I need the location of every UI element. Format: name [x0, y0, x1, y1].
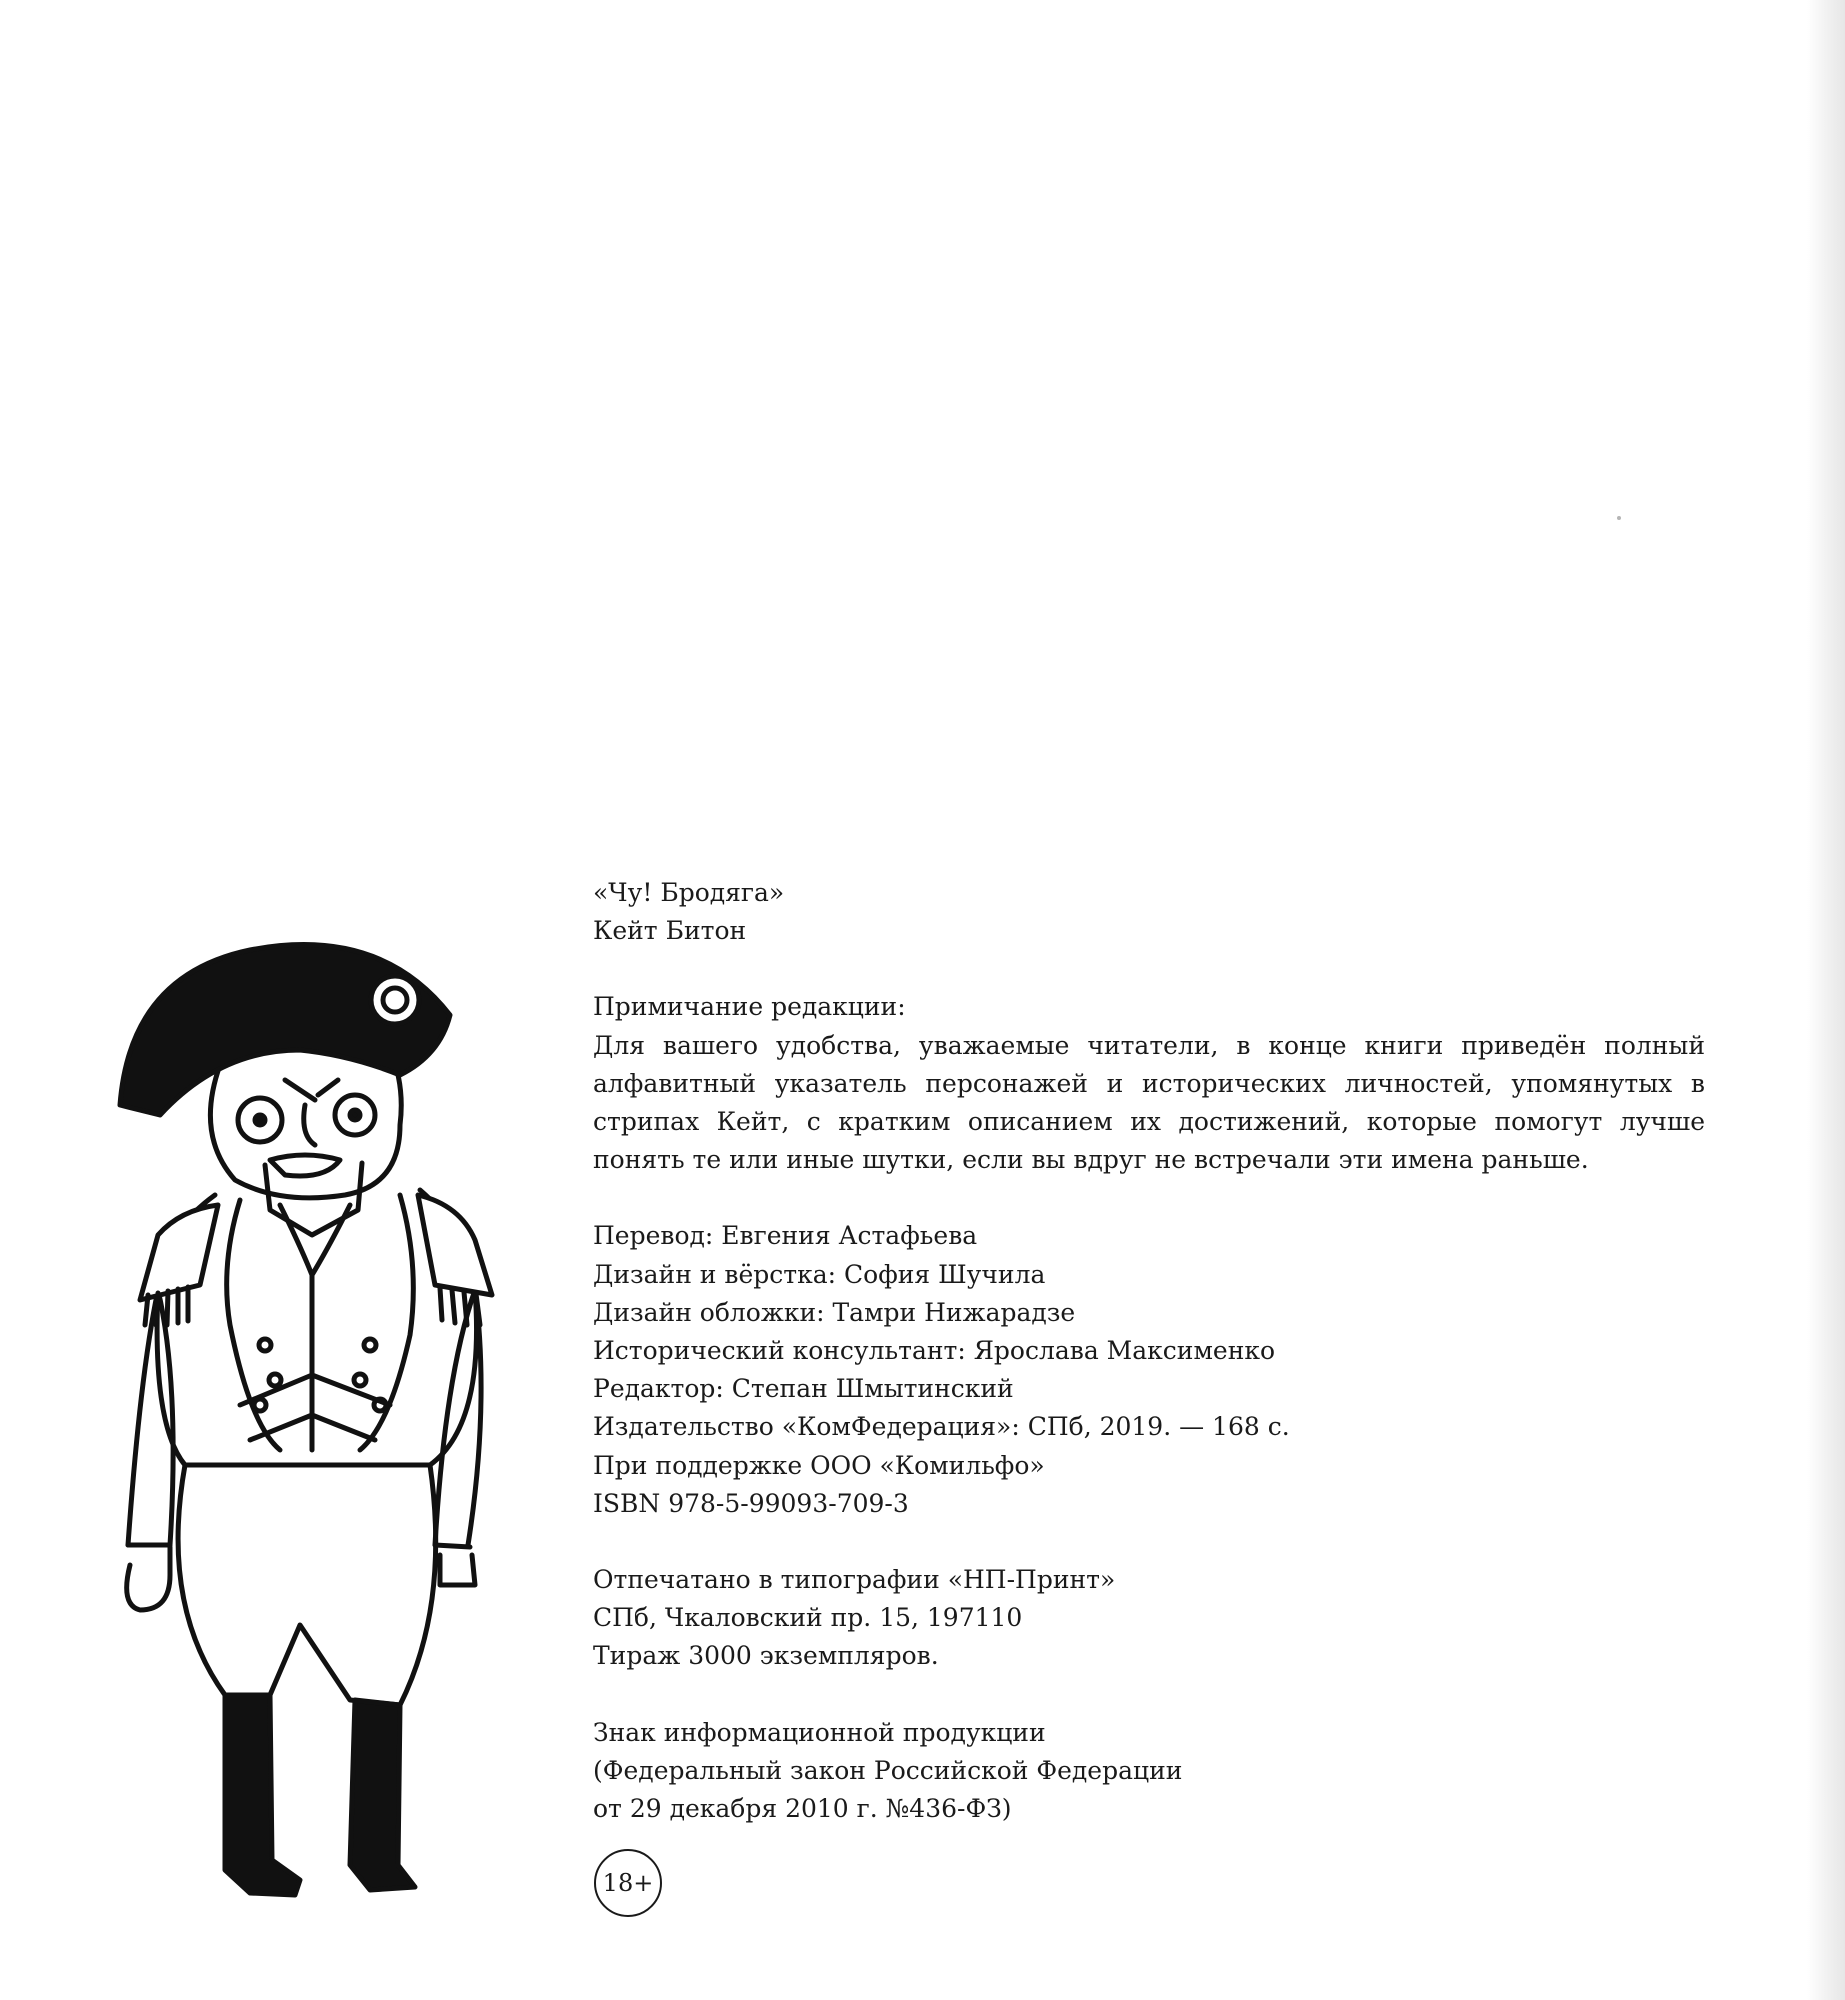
credit-publisher: Издательство «КомФедерация»: СПб, 2019. — 168 с. — [593, 1412, 1290, 1442]
credit-layout-design: Дизайн и вёрстка: София Шучила — [593, 1259, 1046, 1289]
editorial-note-heading: Примичание редакции: — [593, 992, 906, 1022]
age-rating-badge — [594, 1849, 662, 1917]
age-rating-label: 18+ — [602, 1869, 654, 1897]
credit-editor: Редактор: Степан Шмытинский — [593, 1374, 1014, 1404]
imprint-block — [593, 874, 1705, 1828]
book-title: «Чу! Бродяга» — [593, 878, 785, 907]
credit-support: При поддержке ООО «Комильфо» — [593, 1450, 1045, 1480]
author-name: Кейт Битон — [593, 916, 747, 946]
info-sign-line-3: от 29 декабря 2010 г. №436-ФЗ) — [593, 1794, 1012, 1824]
editorial-note-text: Для вашего удобства, уважаемые читатели, в конце книги приведён полный алфавитный указатель персонажей и исторических личностей, упомянутых в стрипах Кейт, с кратким описанием их достижений, которые помогут лучше понять те или иные шутки, если вы вдруг не встречали эти имена раньше. — [593, 1030, 1705, 1175]
paper-speck — [1617, 516, 1621, 520]
print-run: Тираж 3000 экземпляров. — [593, 1641, 939, 1671]
info-sign-line-2: (Федеральный закон Российской Федерации — [593, 1755, 1183, 1785]
page-edge-shadow — [1807, 0, 1845, 2000]
napoleon-illustration — [100, 905, 520, 1905]
credit-historical-consultant: Исторический консультант: Ярослава Максименко — [593, 1336, 1276, 1366]
printing-house: Отпечатано в типографии «НП-Принт» — [593, 1565, 1116, 1595]
printing-address: СПб, Чкаловский пр. 15, 197110 — [593, 1603, 1023, 1633]
credit-isbn: ISBN 978-5-99093-709-3 — [593, 1488, 909, 1518]
credit-cover-design: Дизайн обложки: Тамри Нижарадзе — [593, 1297, 1076, 1327]
info-sign-line-1: Знак информационной продукции — [593, 1717, 1046, 1747]
credit-translation: Перевод: Евгения Астафьева — [593, 1221, 978, 1251]
